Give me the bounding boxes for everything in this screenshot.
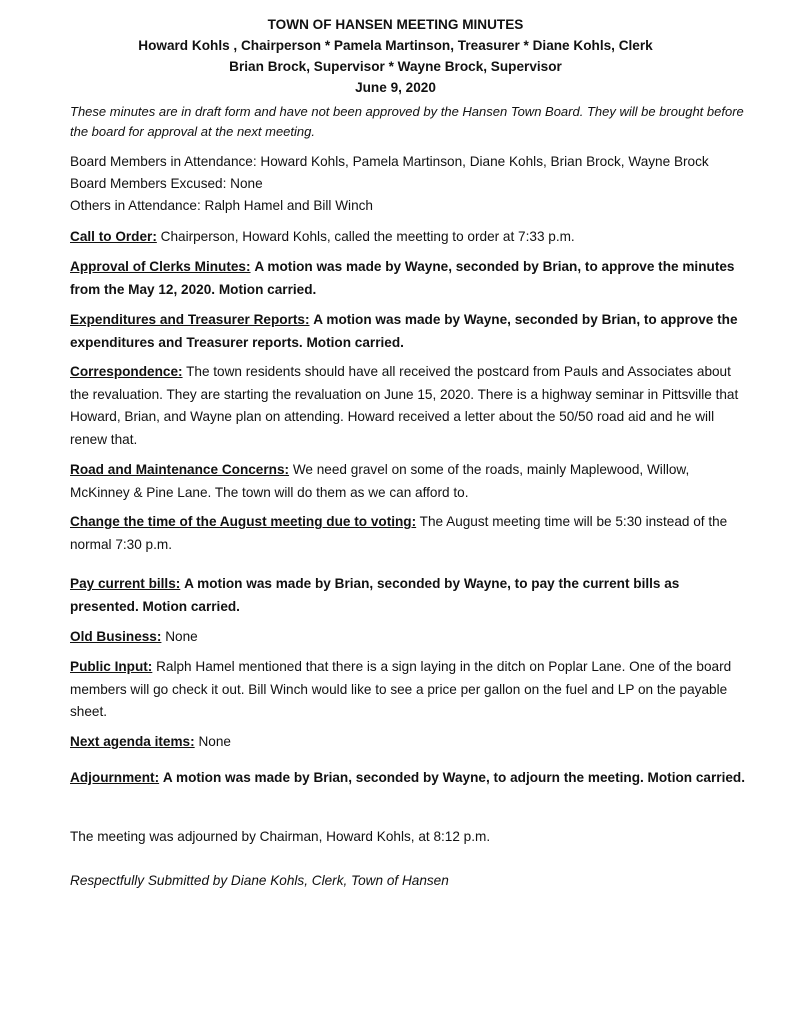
meeting-date: June 9, 2020 — [355, 80, 436, 95]
signature-line: Respectfully Submitted by Diane Kohls, Clerk, Town of Hansen — [70, 873, 449, 888]
section-road-maintenance — [70, 459, 750, 504]
section-text: The August meeting time will be 5:30 instead of the normal 7:30 p.m. — [70, 514, 728, 552]
section-clerk-minutes — [70, 256, 750, 301]
document-header — [0, 14, 791, 98]
section-text: A motion was made by Wayne, seconded by Brian, to approve the minutes from the May 12, 2020. Motion carried. — [70, 259, 735, 297]
officers-line-1: Howard Kohls , Chairperson * Pamela Martinson, Treasurer * Diane Kohls, Clerk — [138, 38, 653, 53]
section-label: Change the time of the August meeting due to voting: — [70, 514, 417, 529]
section-text: The town residents should have all received the postcard from Pauls and Associates about the revaluation. They are starting the revaluation on June 15, 2020. There is a highway seminar in Pittsville that Howard, Brian, and Wayne plan on attending. Howard received a letter about the 50/50 road aid and he will renew that. — [70, 364, 739, 447]
section-correspondence — [70, 361, 750, 451]
section-pay-bills — [70, 573, 750, 618]
section-label: Adjournment: — [70, 770, 160, 785]
section-label: Call to Order: — [70, 229, 157, 244]
others-present: Others in Attendance: Ralph Hamel and Bill Winch — [70, 198, 373, 213]
section-call-to-order — [70, 226, 750, 249]
closing-statement: The meeting was adjourned by Chairman, Howard Kohls, at 8:12 p.m. — [70, 829, 491, 844]
section-text: A motion was made by Brian, seconded by Wayne, to adjourn the meeting. Motion carried. — [162, 770, 745, 785]
section-label: Pay current bills: — [70, 576, 181, 591]
section-label: Road and Maintenance Concerns: — [70, 462, 290, 477]
section-label: Next agenda items: — [70, 734, 195, 749]
attendance-block — [70, 151, 760, 217]
section-text: Chairperson, Howard Kohls, called the meetting to order at 7:33 p.m. — [160, 229, 575, 244]
members-excused: Board Members Excused: None — [70, 176, 263, 191]
section-text: We need gravel on some of the roads, mainly Maplewood, Willow, McKinney & Pine Lane. The town will do them as we can afford to. — [70, 462, 690, 500]
section-expenditures — [70, 309, 750, 354]
section-text: None — [198, 734, 231, 749]
section-adjournment — [70, 767, 750, 790]
members-present: Board Members in Attendance: Howard Kohls, Pamela Martinson, Diane Kohls, Brian Brock, Wayne Brock — [70, 154, 709, 169]
section-label: Approval of Clerks Minutes: — [70, 259, 251, 274]
section-next-agenda — [70, 731, 750, 754]
section-label: Public Input: — [70, 659, 153, 674]
section-text: Ralph Hamel mentioned that there is a sign laying in the ditch on Poplar Lane. One of the board members will go check it out. Bill Winch would like to see a price per gallon on the fuel and LP on the payable sheet. — [70, 659, 732, 719]
section-label: Expenditures and Treasurer Reports: — [70, 312, 310, 327]
section-public-input — [70, 656, 750, 724]
section-text: None — [165, 629, 198, 644]
draft-note: These minutes are in draft form and have not been approved by the Hansen Town Board. They will be brought before the board for approval at the next meeting. — [70, 104, 744, 139]
section-label: Old Business: — [70, 629, 162, 644]
section-label: Correspondence: — [70, 364, 183, 379]
section-text: A motion was made by Brian, seconded by Wayne, to pay the current bills as presented. Motion carried. — [70, 576, 680, 614]
document-title: TOWN OF HANSEN MEETING MINUTES — [267, 17, 524, 32]
section-old-business — [70, 626, 750, 649]
section-august-meeting — [70, 511, 750, 556]
section-text: A motion was made by Wayne, seconded by Brian, to approve the expenditures and Treasurer reports. Motion carried. — [70, 312, 738, 350]
officers-line-2: Brian Brock, Supervisor * Wayne Brock, Supervisor — [229, 59, 562, 74]
